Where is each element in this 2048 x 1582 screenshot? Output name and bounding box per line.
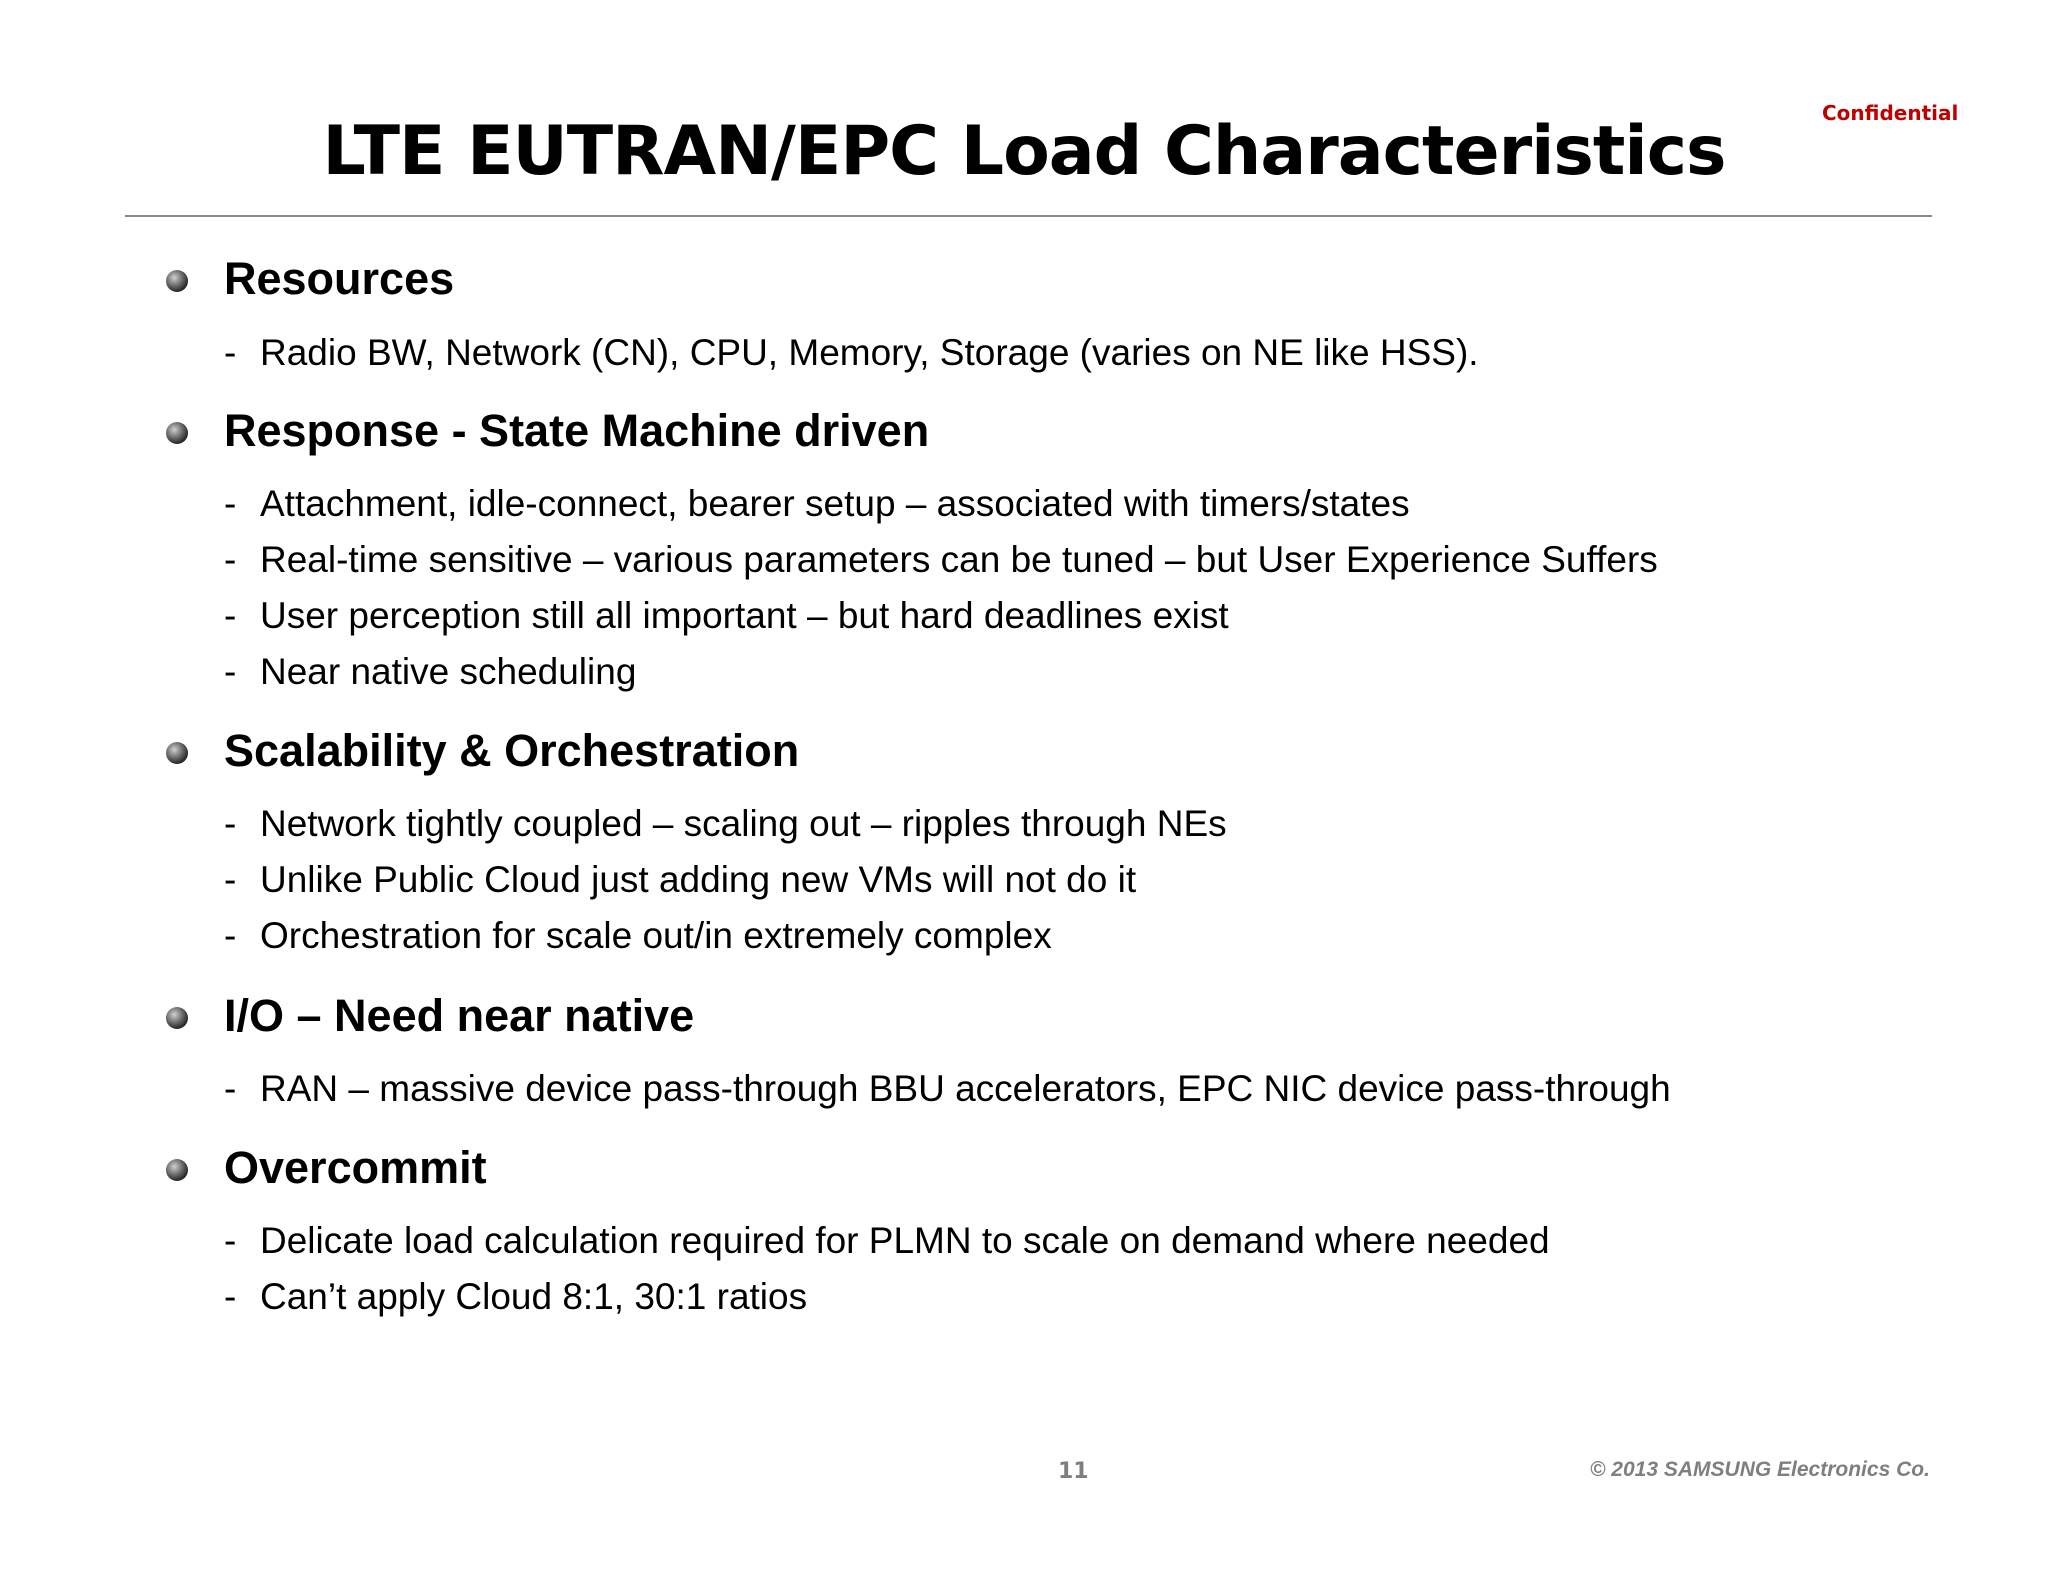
copyright-notice: © 2013 SAMSUNG Electronics Co. [1590,1458,1930,1481]
dash-marker: - [224,483,237,524]
dash-marker: - [224,651,237,692]
bullet-heading: Resources [224,253,455,304]
bullet-heading: Overcommit [224,1142,487,1193]
dash-marker: - [224,595,237,636]
bullet-heading: I/O – Need near native [224,990,695,1041]
sub-bullet-text: Real-time sensitive – various parameters can be tuned – but User Experience Suffers [260,539,1658,580]
slide-title: LTE EUTRAN/EPC Load Characteristics [322,112,1726,191]
bullet-heading: Response - State Machine driven [224,405,930,456]
sub-bullet-text: Near native scheduling [260,651,637,692]
confidential-label: Confidential [1822,101,1959,125]
dash-marker: - [224,1220,237,1261]
dash-marker: - [224,539,237,580]
dash-marker: - [224,859,237,900]
bullet-dot-icon [166,270,188,292]
sub-bullet-text: RAN – massive device pass-through BBU accelerators, EPC NIC device pass-through [260,1068,1671,1109]
sub-bullet-text: User perception still all important – but hard deadlines exist [260,595,1229,636]
dash-marker: - [224,332,237,373]
sub-bullet-text: Orchestration for scale out/in extremely complex [260,915,1052,956]
bullet-heading: Scalability & Orchestration [224,725,800,776]
dash-marker: - [224,1068,237,1109]
sub-bullet-text: Network tightly coupled – scaling out – ripples through NEs [260,803,1227,844]
bullet-dot-icon [166,742,188,764]
dash-marker: - [224,915,237,956]
sub-bullet-text: Unlike Public Cloud just adding new VMs will not do it [260,859,1137,900]
bullet-dot-icon [166,422,188,444]
sub-bullet-text: Delicate load calculation required for PLMN to scale on demand where needed [260,1220,1550,1261]
sub-bullet-text: Can’t apply Cloud 8:1, 30:1 ratios [260,1276,808,1317]
dash-marker: - [224,1276,237,1317]
title-divider [125,215,1932,217]
dash-marker: - [224,803,237,844]
bullet-dot-icon [166,1159,188,1181]
sub-bullet-text: Attachment, idle-connect, bearer setup – associated with timers/states [260,483,1410,524]
page-number: 11 [1058,1459,1089,1484]
sub-bullet-text: Radio BW, Network (CN), CPU, Memory, Storage (varies on NE like HSS). [260,332,1479,373]
bullet-dot-icon [166,1007,188,1029]
